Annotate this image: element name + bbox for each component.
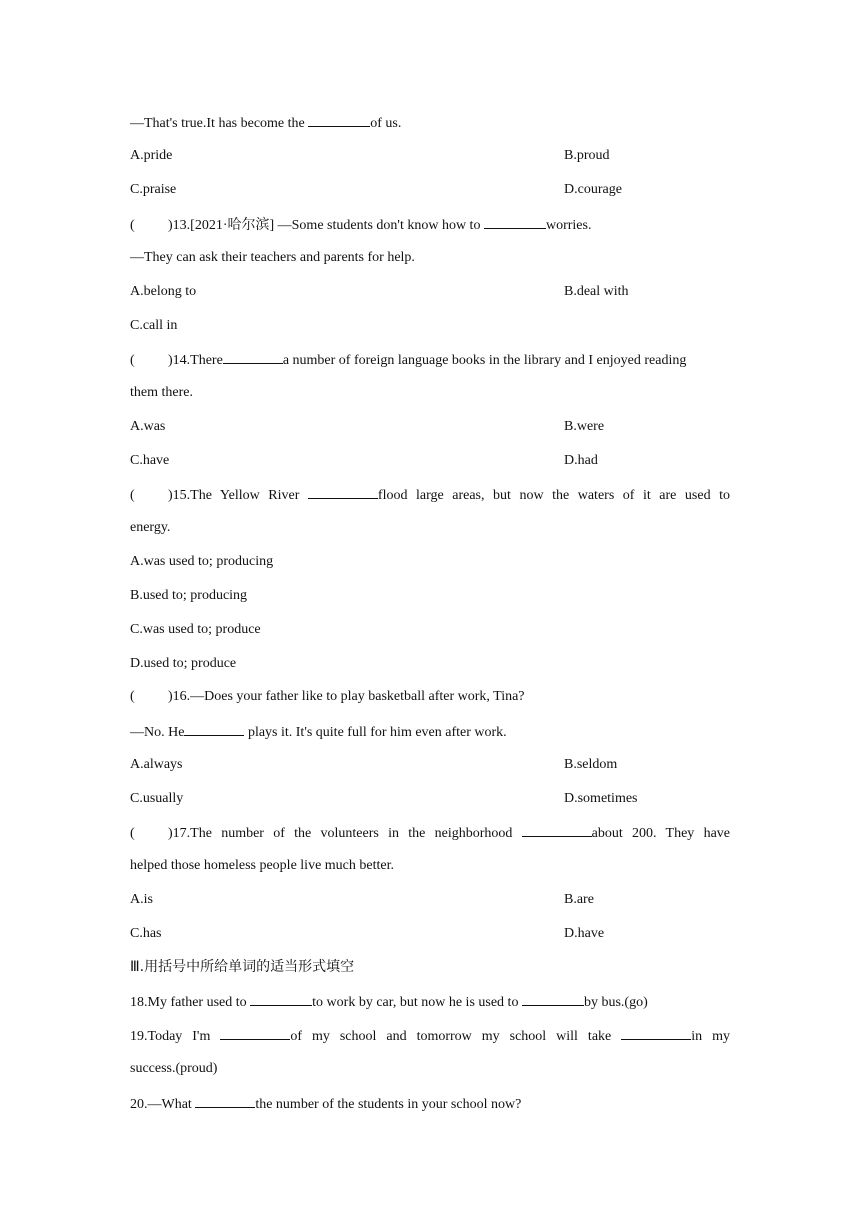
answer-blank[interactable] <box>220 1025 290 1040</box>
option-d[interactable]: D.have <box>564 926 605 941</box>
answer-blank[interactable] <box>308 484 378 499</box>
answer-blank[interactable] <box>484 214 546 229</box>
answer-paren[interactable]: ( <box>130 689 135 704</box>
q16-options-row2 <box>130 789 730 809</box>
answer-blank[interactable] <box>308 112 370 127</box>
answer-blank[interactable] <box>250 991 312 1006</box>
answer-paren[interactable]: ( <box>130 353 135 368</box>
q13-options-row2 <box>130 316 730 336</box>
q15-option-a[interactable]: A.was used to; producing <box>130 554 274 569</box>
answer-blank[interactable] <box>184 721 244 736</box>
option-b[interactable]: B.seldom <box>564 757 618 772</box>
answer-paren[interactable]: ( <box>130 488 135 503</box>
option-a[interactable]: A.is <box>130 892 153 907</box>
section-heading: Ⅲ.用括号中所给单词的适当形式填空 <box>130 959 355 975</box>
q14-line2: them there. <box>130 385 193 400</box>
option-d[interactable]: D.had <box>564 453 598 468</box>
answer-blank[interactable] <box>223 349 283 364</box>
option-b[interactable]: B.proud <box>564 148 610 163</box>
q16-line2: —No. He plays it. It's quite full for him even after work. <box>130 721 730 743</box>
q15-option-c[interactable]: C.was used to; produce <box>130 622 261 637</box>
answer-blank[interactable] <box>621 1025 691 1040</box>
option-a[interactable]: A.was <box>130 419 166 434</box>
option-b[interactable]: B.are <box>564 892 594 907</box>
q12-answer-line: —That's true.It has become the of us. <box>130 112 730 134</box>
q14-options-row2 <box>130 451 730 471</box>
q16-options-row1 <box>130 755 730 775</box>
option-c[interactable]: C.praise <box>130 182 177 197</box>
q12-options-row1 <box>130 146 730 166</box>
q13-options-row1 <box>130 282 730 302</box>
q13-stem: ( )13.[2021·哈尔滨] —Some students don't know how to worries. <box>130 214 730 236</box>
option-d[interactable]: D.courage <box>564 182 622 197</box>
q15-line2: energy. <box>130 520 171 535</box>
q15-option-b[interactable]: B.used to; producing <box>130 588 248 603</box>
q15-option-d[interactable]: D.used to; produce <box>130 656 237 671</box>
option-a[interactable]: A.belong to <box>130 284 197 299</box>
q19-line1: 19.Today I'm of my school and tomorrow my school will take in my <box>130 1025 730 1047</box>
option-c[interactable]: C.have <box>130 453 170 468</box>
option-b[interactable]: B.were <box>564 419 605 434</box>
option-a[interactable]: A.always <box>130 757 183 772</box>
q14-options-row1 <box>130 417 730 437</box>
option-b[interactable]: B.deal with <box>564 284 629 299</box>
q18-line: 18.My father used to to work by car, but now he is used to by bus.(go) <box>130 991 730 1013</box>
q20-line: 20.—What the number of the students in your school now? <box>130 1093 730 1115</box>
q17-line2: helped those homeless people live much better. <box>130 858 394 873</box>
answer-blank[interactable] <box>522 822 592 837</box>
answer-paren[interactable]: ( <box>130 826 135 841</box>
option-c[interactable]: C.has <box>130 926 162 941</box>
answer-paren[interactable]: ( <box>130 218 135 233</box>
q17-options-row2 <box>130 924 730 944</box>
option-c[interactable]: C.usually <box>130 791 184 806</box>
option-a[interactable]: A.pride <box>130 148 173 163</box>
q13-line2: —They can ask their teachers and parents for help. <box>130 250 415 265</box>
answer-blank[interactable] <box>522 991 584 1006</box>
q17-options-row1 <box>130 890 730 910</box>
q19-line2: success.(proud) <box>130 1061 218 1076</box>
q17-stem: ( )17.The number of the volunteers in the neighborhood about 200. They have <box>130 822 730 844</box>
option-c[interactable]: C.call in <box>130 318 178 333</box>
q16-stem: ( )16.—Does your father like to play basketball after work, Tina? <box>130 687 730 707</box>
q12-options-row2 <box>130 180 730 200</box>
q15-stem: ( )15.The Yellow River flood large areas, but now the waters of it are used to <box>130 484 730 506</box>
answer-blank[interactable] <box>195 1093 255 1108</box>
q14-stem: ( )14.There a number of foreign language books in the library and I enjoyed reading <box>130 349 730 371</box>
option-d[interactable]: D.sometimes <box>564 791 638 806</box>
